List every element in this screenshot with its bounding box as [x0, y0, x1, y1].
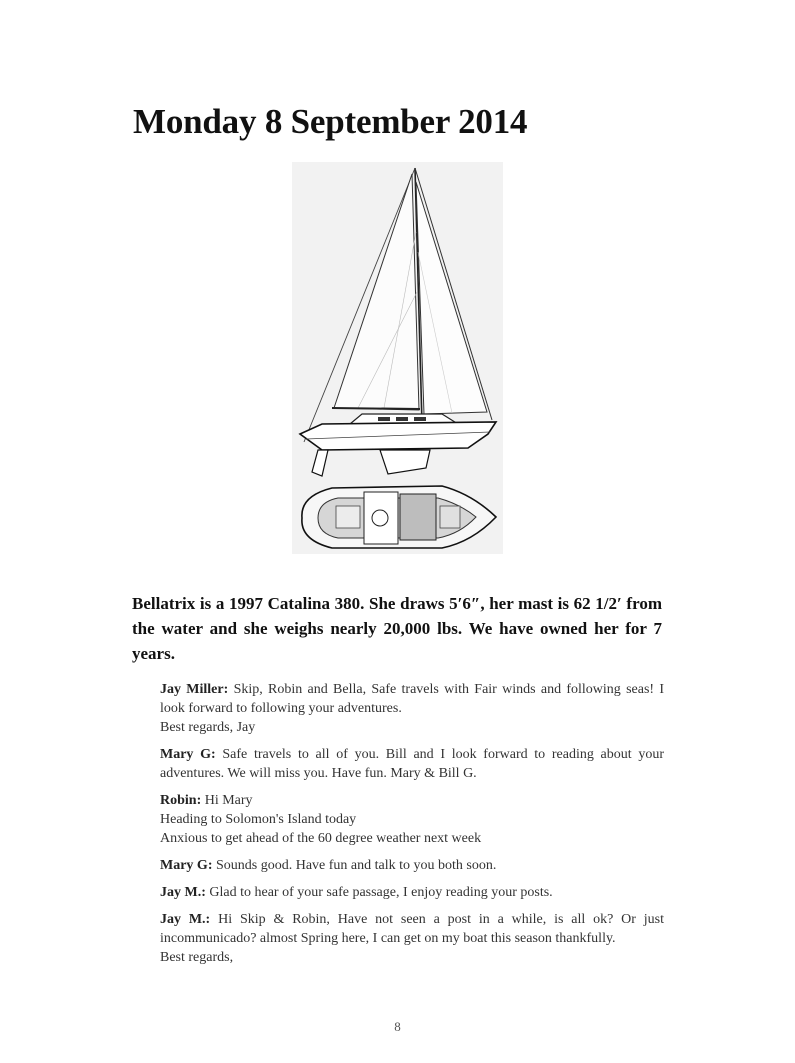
comment-author: Jay M.: [160, 885, 206, 900]
sailboat-drawing [292, 162, 503, 554]
comment [160, 791, 664, 848]
page-number: 8 [394, 1019, 401, 1034]
comment-text: Skip, Robin and Bella, Safe travels with Fair winds and following seas! I look forward to following your adventures. [160, 682, 664, 716]
comment-line: Anxious to get ahead of the 60 degree weather next week [160, 831, 482, 846]
comment-line: Heading to Solomon's Island today [160, 812, 357, 827]
comment [160, 745, 664, 783]
page-title: Monday 8 September 2014 [133, 102, 528, 141]
comment-text: Hi Skip & Robin, Have not seen a post in a while, is all ok? Or just incommunicado? almost Spring here, I can get on my boat this season thankfully. [160, 912, 665, 946]
comment-author: Jay Miller: [160, 682, 229, 697]
comment-text: Safe travels to all of you. Bill and I look forward to reading about your adventures. We will miss you. Have fun. Mary & Bill G. [160, 747, 664, 781]
comment [160, 856, 664, 875]
comment-author: Jay M.: [160, 912, 211, 927]
comment-text: Glad to hear of your safe passage, I enjoy reading your posts. [209, 885, 553, 900]
comment [160, 680, 664, 737]
comment-author: Mary G: [160, 747, 216, 762]
comment [160, 883, 664, 902]
comment-signoff: Best regards, [160, 950, 234, 965]
comment-author: Robin: [160, 793, 202, 808]
comments-section [160, 680, 664, 975]
comment-text: Sounds good. Have fun and talk to you both soon. [215, 858, 497, 873]
comment-author: Mary G: [160, 858, 213, 873]
intro-paragraph: Bellatrix is a 1997 Catalina 380. She draws 5′6″, her mast is 62 1/2′ from the water and she weighs nearly 20,000 lbs. We have owned her for 7 years. [132, 594, 662, 663]
sailboat-illustration [292, 162, 503, 554]
comment [160, 910, 664, 967]
comment-text: Hi Mary [204, 793, 253, 808]
comment-signoff: Best regards, Jay [160, 720, 256, 735]
